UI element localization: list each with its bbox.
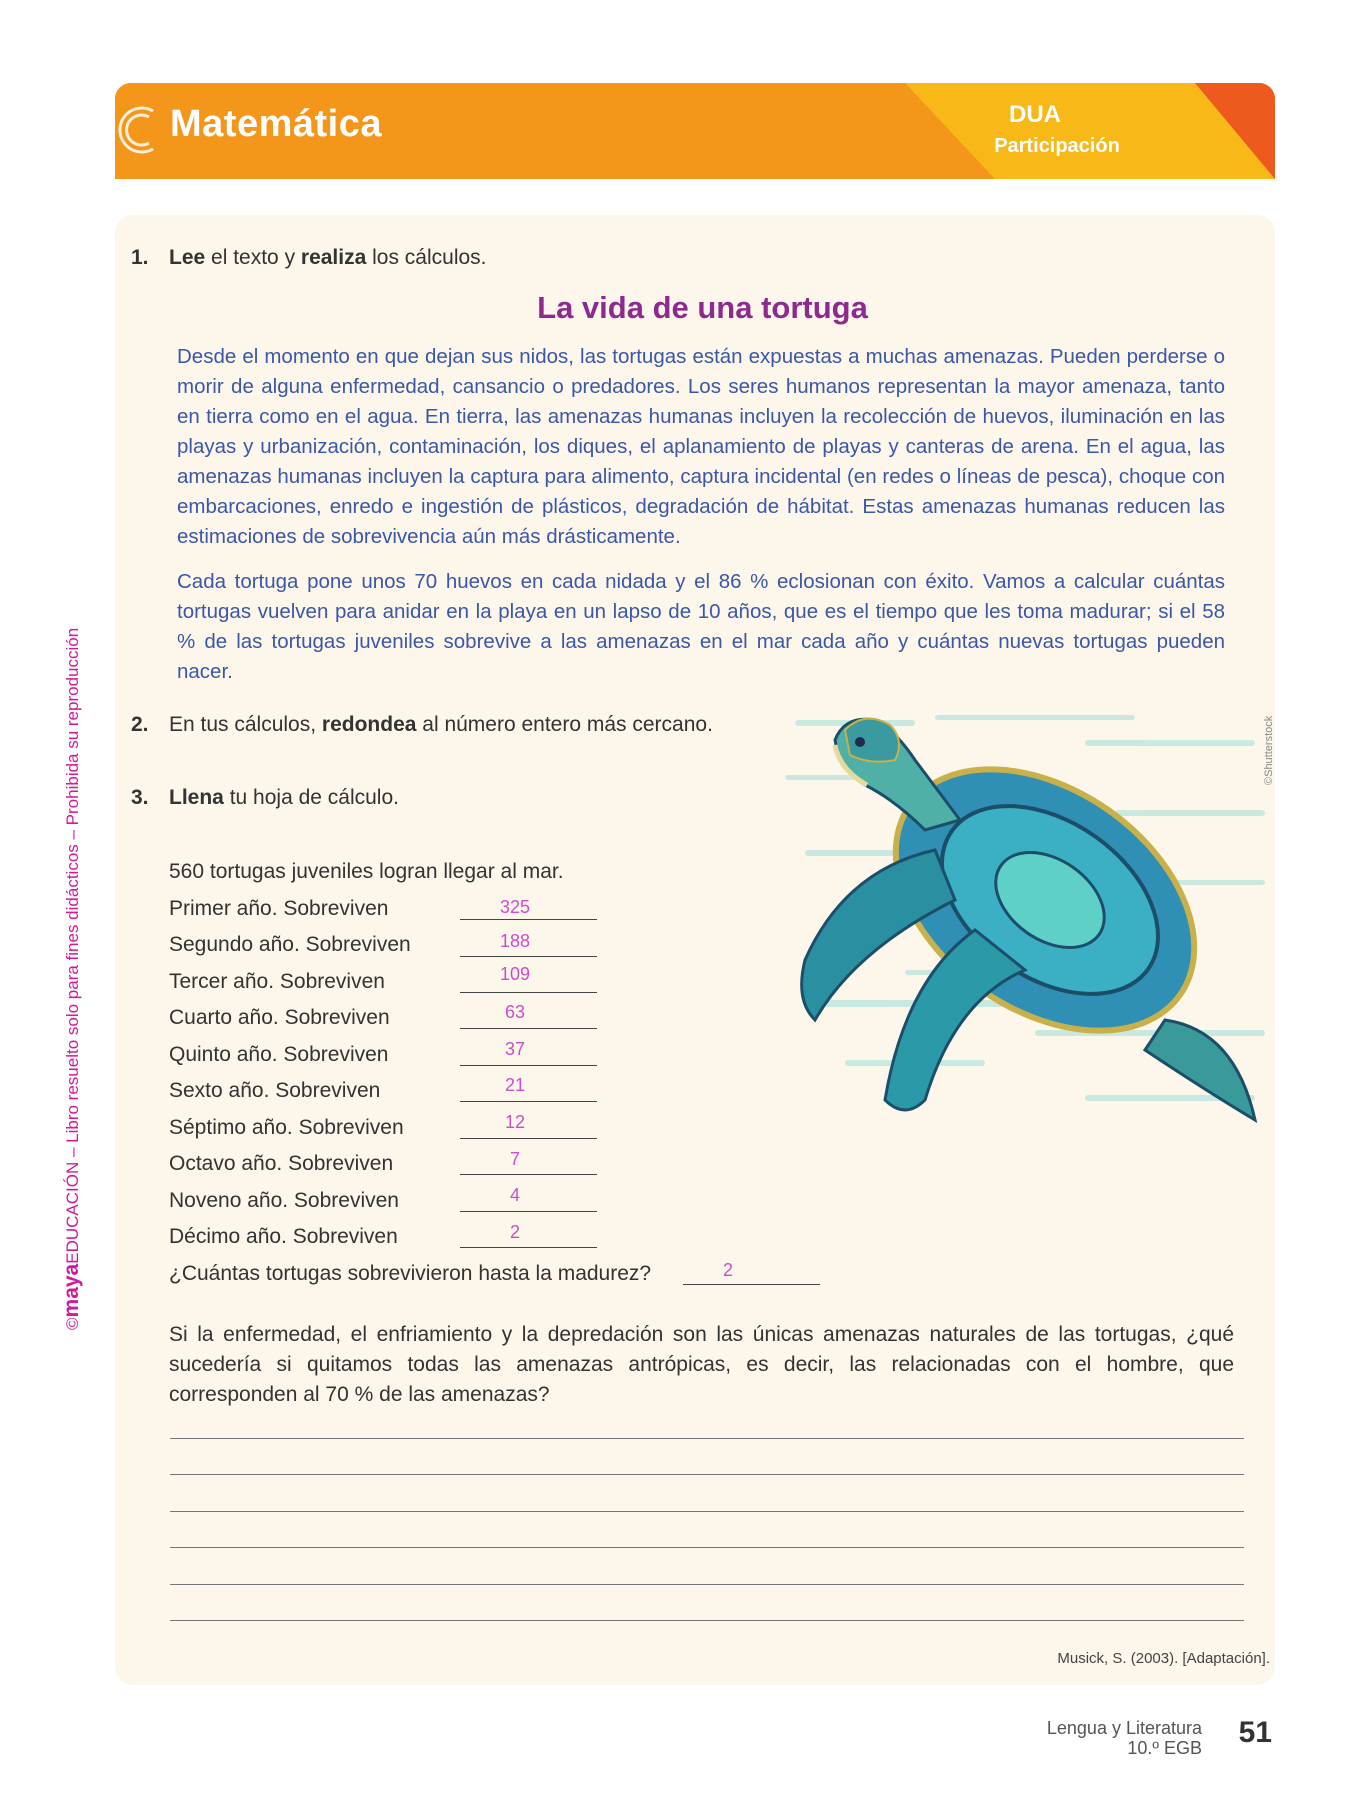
question-2 bbox=[131, 713, 713, 737]
dua-badge-title: DUA bbox=[1009, 101, 1061, 128]
year-answer[interactable]: 4 bbox=[509, 1185, 520, 1205]
story-paragraph-2: Cada tortuga pone unos 70 huevos en cada nidada y el 86 % eclosionan con éxito. Vamos a calcular cuántas tortugas vuelven para anidar en la playa en un lapso de 10 años, que es el tiempo que les toma madurar; si el 58 % de las tortugas juveniles sobrevive a las amenazas en el mar cada año y cuántas nuevas tortugas pueden nacer. bbox=[177, 570, 1225, 683]
answer-line bbox=[460, 918, 597, 920]
answer-line bbox=[460, 991, 597, 993]
answer-line bbox=[683, 1283, 820, 1285]
year-label: Noveno año. Sobreviven bbox=[169, 1189, 399, 1212]
answer-line bbox=[460, 955, 597, 957]
question-3 bbox=[131, 786, 399, 810]
instruction-text: tu hoja de cálculo. bbox=[223, 786, 399, 809]
instruction-text: al número entero más cercano. bbox=[416, 713, 713, 736]
writing-line[interactable] bbox=[170, 1584, 1244, 1585]
writing-line[interactable] bbox=[170, 1547, 1244, 1548]
footer-subject bbox=[1047, 1718, 1202, 1758]
year-label: Décimo año. Sobreviven bbox=[169, 1225, 398, 1248]
writing-line[interactable] bbox=[170, 1620, 1244, 1621]
answer-line bbox=[460, 1210, 597, 1212]
year-label: Séptimo año. Sobreviven bbox=[169, 1116, 404, 1139]
year-label: Cuarto año. Sobreviven bbox=[169, 1006, 390, 1029]
question-number: 1. bbox=[131, 246, 149, 269]
dua-badge-subtitle: Participación bbox=[994, 135, 1120, 157]
maturity-answer[interactable]: 2 bbox=[722, 1260, 733, 1280]
sea-turtle-illustration bbox=[785, 700, 1275, 1130]
year-answer[interactable]: 188 bbox=[499, 931, 531, 951]
year-label: Segundo año. Sobreviven bbox=[169, 933, 411, 956]
year-answer[interactable]: 12 bbox=[504, 1112, 526, 1132]
page-number: 51 bbox=[1238, 1716, 1272, 1749]
writing-line[interactable] bbox=[170, 1511, 1244, 1512]
instruction-verb: redondea bbox=[321, 713, 417, 736]
intro-line: 560 tortugas juveniles logran llegar al mar. bbox=[169, 860, 564, 883]
question-1 bbox=[131, 246, 487, 270]
story-paragraph-1: Desde el momento en que dejan sus nidos, las tortugas están expuestas a muchas amenazas. Pueden perderse o morir de alguna enfermedad, cansancio o predadores. Los seres humanos representan la mayor amenaza, tanto en tierra como en el agua. En tierra, las amenazas humanas incluyen la recolección de huevos, iluminación en las playas y urbanización, contaminación, los diques, el aplanamiento de playas y canteras de arena. En el agua, las amenazas humanas incluyen la captura para alimento, captura incidental (en redes o líneas de pesca), choque con embarcaciones, enredo e ingestión de plásticos, degradación de hábitat. Estas amenazas humanas reducen las estimaciones de sobrevivencia aún más drásticamente. bbox=[177, 345, 1225, 548]
subject-title: Matemática bbox=[170, 103, 382, 145]
maturity-question: ¿Cuántas tortugas sobrevivieron hasta la madurez? bbox=[169, 1262, 652, 1285]
writing-line[interactable] bbox=[170, 1438, 1244, 1439]
footer-grade: 10.º EGB bbox=[1127, 1738, 1202, 1758]
brand-name: maya bbox=[60, 1263, 83, 1318]
year-label: Octavo año. Sobreviven bbox=[169, 1152, 394, 1175]
question-number: 3. bbox=[131, 786, 149, 809]
year-label: Primer año. Sobreviven bbox=[169, 897, 389, 920]
year-answer[interactable]: 325 bbox=[499, 897, 531, 917]
year-answer[interactable]: 2 bbox=[509, 1222, 520, 1242]
answer-line bbox=[460, 1173, 597, 1175]
instruction-text: los cálculos. bbox=[366, 246, 487, 269]
copyright-symbol: © bbox=[63, 1317, 82, 1330]
footer-subject-name: Lengua y Literatura bbox=[1046, 1718, 1202, 1738]
year-label: Sexto año. Sobreviven bbox=[169, 1079, 381, 1102]
copyright-sidebar bbox=[60, 430, 84, 1330]
subject-header bbox=[115, 83, 1275, 179]
answer-line bbox=[460, 1246, 597, 1248]
instruction-text: En tus cálculos, bbox=[169, 713, 322, 736]
image-credit: ©Shutterstock bbox=[1263, 715, 1275, 785]
copyright-text: EDUCACIÓN – Libro resuelto solo para fines didácticos – Prohibida su reproducción bbox=[63, 627, 82, 1264]
story-title: La vida de una tortuga bbox=[537, 290, 868, 325]
instruction-verb: Lee bbox=[169, 246, 206, 269]
year-answer[interactable]: 7 bbox=[509, 1149, 520, 1169]
year-label: Quinto año. Sobreviven bbox=[169, 1043, 389, 1066]
year-answer[interactable]: 63 bbox=[504, 1002, 526, 1022]
answer-line bbox=[460, 1100, 597, 1102]
instruction-verb: Llena bbox=[169, 786, 224, 809]
final-question: Si la enfermedad, el enfriamiento y la depredación son las únicas amenazas naturales de las tortugas, ¿qué sucedería si quitamos todas las amenazas antrópicas, es decir, las relacionadas con el hombre, que corresponden al 70 % de las amenazas? bbox=[169, 1323, 1234, 1406]
question-number: 2. bbox=[131, 713, 149, 736]
year-answer[interactable]: 37 bbox=[504, 1039, 526, 1059]
year-answer[interactable]: 109 bbox=[499, 964, 531, 984]
answer-line bbox=[460, 1027, 597, 1029]
year-label: Tercer año. Sobreviven bbox=[169, 970, 385, 993]
instruction-verb: realiza bbox=[300, 246, 367, 269]
writing-line[interactable] bbox=[170, 1474, 1244, 1475]
answer-line bbox=[460, 1064, 597, 1066]
year-answer[interactable]: 21 bbox=[504, 1075, 526, 1095]
source-credit: Musick, S. (2003). [Adaptación]. bbox=[1057, 1650, 1270, 1667]
instruction-text: el texto y bbox=[205, 246, 301, 269]
c-logo-icon bbox=[117, 101, 161, 159]
answer-line bbox=[460, 1137, 597, 1139]
